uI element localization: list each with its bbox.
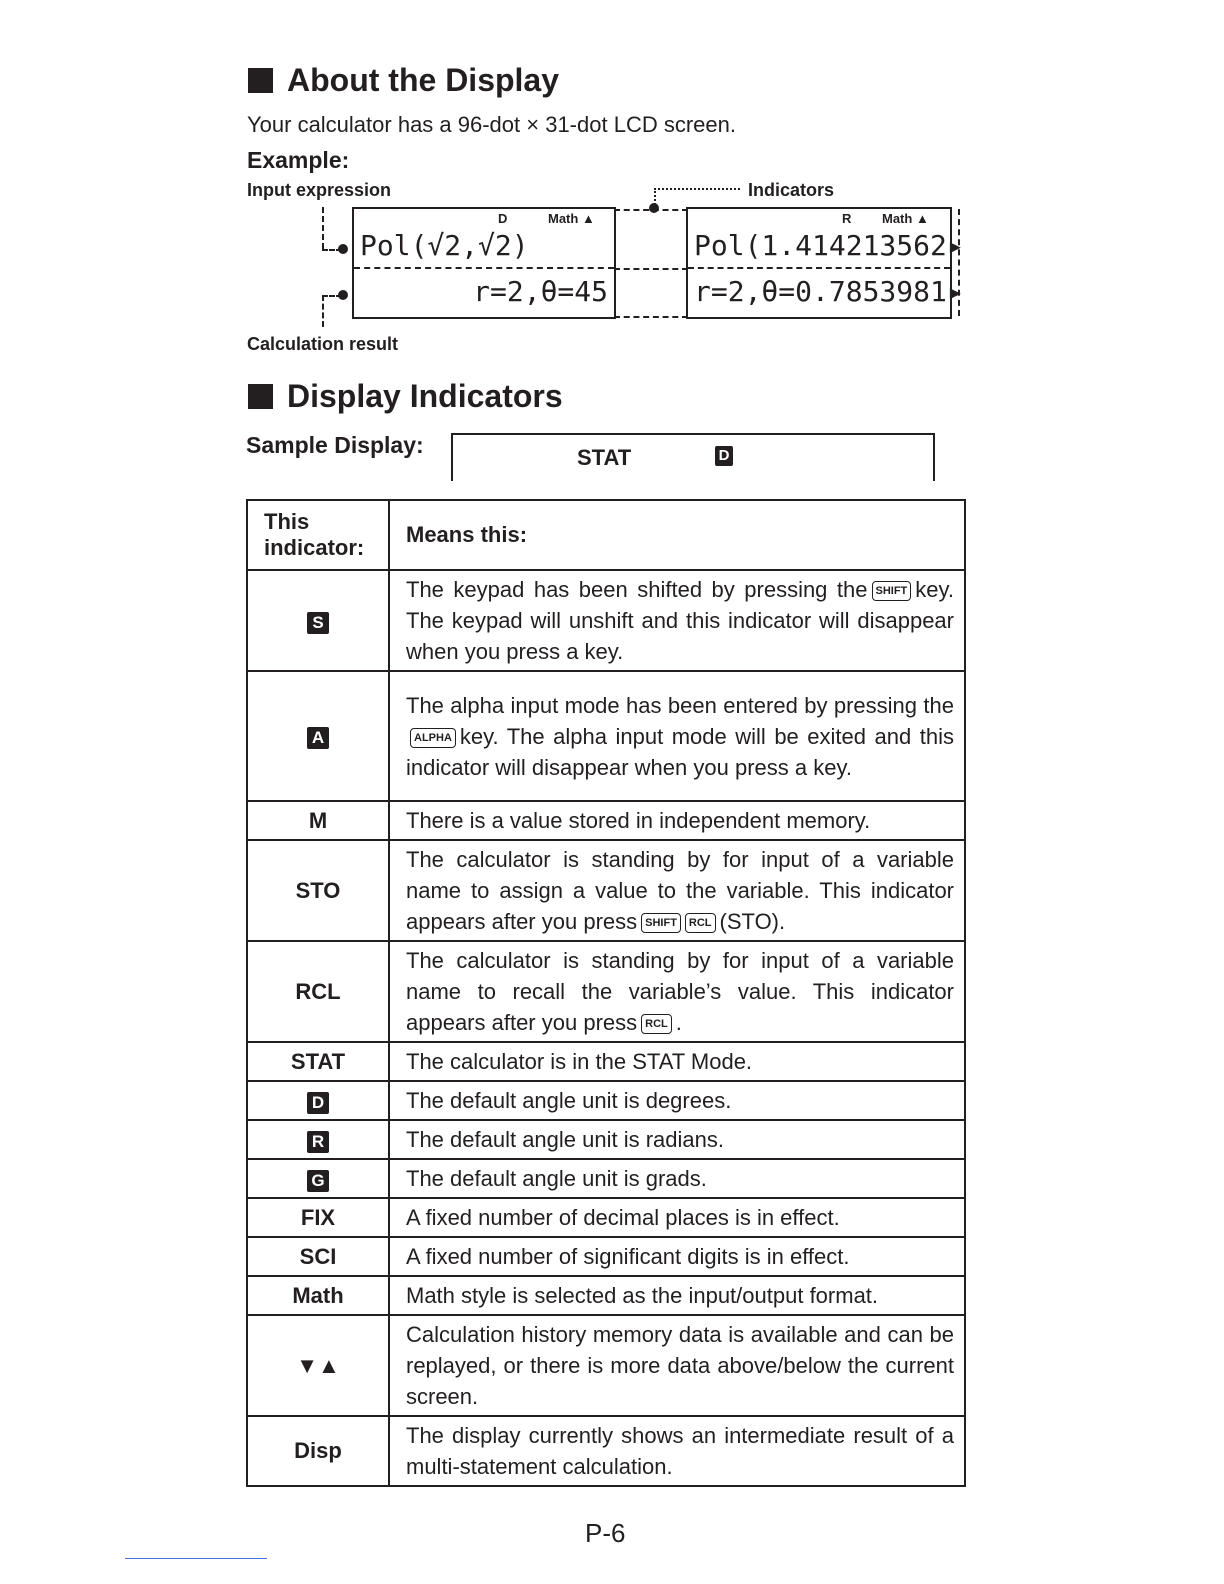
rcl-key-icon: RCL (641, 1014, 672, 1034)
meaning-cell: A fixed number of decimal places is in effect. (389, 1198, 965, 1237)
meaning-cell: The display currently shows an intermediate result of a multi-statement calculation. (389, 1416, 965, 1486)
indicator-cell: STAT (247, 1042, 389, 1081)
table-row (247, 1198, 965, 1237)
meaning-cell: The calculator is in the STAT Mode. (389, 1042, 965, 1081)
indicator-cell (247, 1159, 389, 1198)
header-indicator: This indicator: (247, 500, 389, 570)
section-heading-display-indicators (248, 378, 563, 415)
meaning-cell: A fixed number of significant digits is in effect. (389, 1237, 965, 1276)
table-row (247, 570, 965, 671)
meaning-cell (389, 840, 965, 941)
input-expression-label: Input expression (247, 180, 392, 200)
section-heading-about-display (248, 62, 559, 99)
indicator-d: D (498, 211, 508, 226)
indicator-math: Math ▲ (882, 211, 929, 226)
indicator-cell (247, 570, 389, 671)
indicators-label: Indicators (748, 180, 835, 200)
sample-stat-indicator: STAT (577, 445, 632, 470)
meaning-text: The alpha input mode has been entered by pressing the (406, 692, 954, 718)
meaning-cell (389, 941, 965, 1042)
meaning-text: key. The alpha input mode will be exited and this indicator will disappear when you press a key. (406, 723, 954, 780)
indicator-cell: FIX (247, 1198, 389, 1237)
table-header-row (247, 500, 965, 570)
screen-connector-bottom (614, 316, 688, 318)
indicator-cell: Math (247, 1276, 389, 1315)
table-row (247, 1237, 965, 1276)
grad-indicator: G (307, 1170, 329, 1192)
table-row (247, 1081, 965, 1120)
lcd-screen-right (686, 207, 964, 319)
calculation-result-label: Calculation result (247, 334, 399, 354)
header-means: Means this: (389, 500, 965, 570)
lcd-screen-left (352, 207, 616, 319)
meaning-cell: The default angle unit is radians. (389, 1120, 965, 1159)
rcl-key-icon: RCL (685, 913, 716, 933)
screen-connector-top (614, 209, 688, 211)
meaning-cell: Calculation history memory data is available and can be replayed, or there is more data above/below the current screen. (389, 1315, 965, 1416)
indicator-cell: M (247, 801, 389, 840)
table-row (247, 1416, 965, 1486)
table-row (247, 840, 965, 941)
indicator-cell: Disp (247, 1416, 389, 1486)
indicator-cell (247, 1120, 389, 1159)
result-leader-line (322, 295, 324, 327)
sample-display-label: Sample Display: (246, 432, 424, 458)
screen-connector-mid (614, 268, 688, 270)
lcd-input-line: Pol(1.414213562▸ (694, 229, 964, 262)
table-row (247, 671, 965, 801)
degree-indicator: D (307, 1092, 329, 1114)
example-label: Example: (247, 147, 350, 173)
section-title: About the Display (287, 62, 560, 98)
indicator-r: R (842, 211, 852, 226)
intro-text: Your calculator has a 96-dot × 31-dot LCD screen. (247, 112, 736, 137)
lcd-result-line: r=2,θ=0.7853981▸ (694, 275, 964, 308)
table-row (247, 1276, 965, 1315)
shift-key-icon: SHIFT (641, 913, 681, 933)
heading-square-icon (248, 384, 273, 409)
lcd-separator (688, 267, 950, 269)
meaning-cell: Math style is selected as the input/output format. (389, 1276, 965, 1315)
section-title: Display Indicators (287, 378, 563, 414)
footer-rule (125, 1558, 267, 1559)
indicator-cell: ▼▲ (247, 1315, 389, 1416)
meaning-cell (389, 671, 965, 801)
lcd-separator (354, 267, 614, 269)
indicator-cell (247, 671, 389, 801)
table-row (247, 941, 965, 1042)
lcd-result-line: r=2,θ=45 (473, 275, 608, 308)
meaning-cell: There is a value stored in independent memory. (389, 801, 965, 840)
alpha-key-icon: ALPHA (410, 728, 456, 748)
meaning-text: The keypad has been shifted by pressing the (406, 577, 868, 602)
indicator-cell: RCL (247, 941, 389, 1042)
meaning-cell: The default angle unit is degrees. (389, 1081, 965, 1120)
table-row (247, 801, 965, 840)
shift-indicator: S (307, 612, 329, 634)
meaning-text: . (675, 1010, 682, 1035)
radian-indicator: R (307, 1131, 329, 1153)
shift-key-icon: SHIFT (872, 581, 912, 601)
meaning-text: key. The keypad will unshift and this indicator will disappear when you press a key. (406, 577, 954, 664)
lcd-input-line: Pol(√2,√2) (360, 229, 529, 262)
meaning-text: The calculator is standing by for input of a variable name to recall the variable’s value. This indicator appears after you press (406, 948, 954, 1035)
sample-d-indicator: D (715, 446, 733, 466)
indicator-cell: STO (247, 840, 389, 941)
table-row (247, 1042, 965, 1081)
heading-square-icon (248, 68, 273, 93)
indicator-table (246, 499, 966, 1487)
indicator-cell (247, 1081, 389, 1120)
meaning-cell (389, 570, 965, 671)
indicator-math: Math ▲ (548, 211, 595, 226)
indicators-leader-dot (649, 203, 659, 213)
input-leader-dot (338, 244, 348, 254)
indicator-cell: SCI (247, 1237, 389, 1276)
indicators-leader-line-h (654, 188, 740, 190)
input-leader-line (322, 207, 324, 249)
alpha-indicator: A (307, 727, 329, 749)
table-row (247, 1159, 965, 1198)
meaning-text: (STO). (719, 909, 786, 934)
page-number: P-6 (585, 1518, 626, 1548)
table-row (247, 1315, 965, 1416)
result-leader-dot (338, 290, 348, 300)
meaning-text: The calculator is standing by for input of a variable name to assign a value to the variable. This indicator appears after you press (406, 847, 954, 934)
table-row (247, 1120, 965, 1159)
sample-display-box (451, 433, 935, 481)
meaning-cell: The default angle unit is grads. (389, 1159, 965, 1198)
